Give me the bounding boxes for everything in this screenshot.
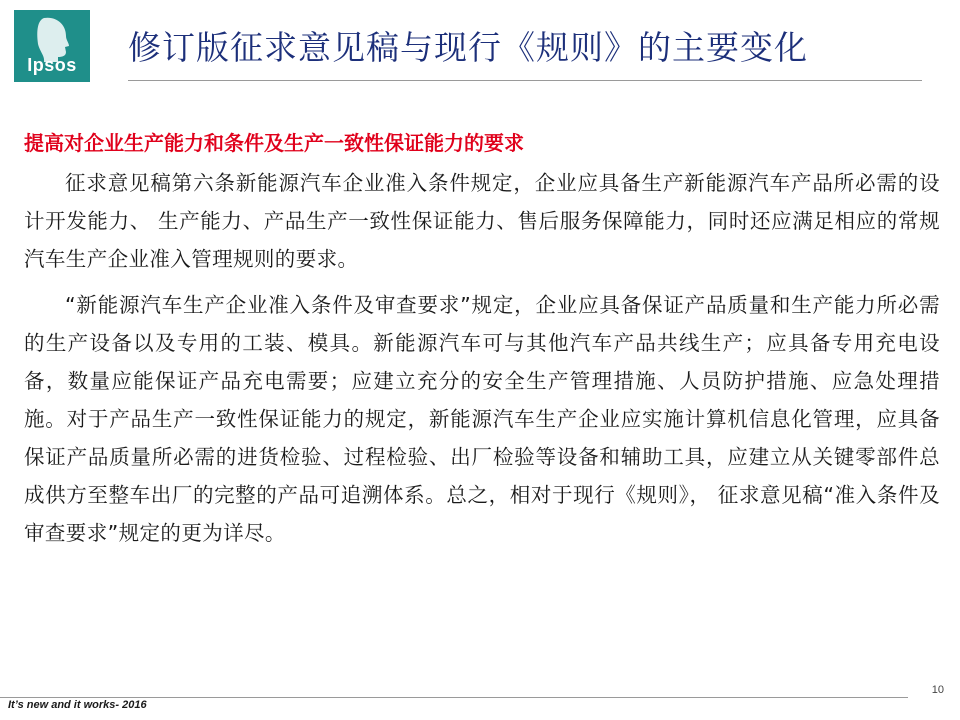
body-paragraph-1: 征求意见稿第六条新能源汽车企业准入条件规定，企业应具备生产新能源汽车产品所必需的设计开发能力、 生产能力、产品生产一致性保证能力、售后服务保障能力，同时还应满足相应的常规汽车生产企业准入管理规则的要求。 [24, 171, 940, 271]
title-divider [128, 80, 922, 81]
footer-tagline: It’s new and it works- 2016 [8, 699, 147, 711]
slide-body [24, 126, 940, 560]
ipsos-logo [14, 10, 90, 82]
page-title: 修订版征求意见稿与现行《规则》的主要变化 [128, 28, 808, 67]
footer-divider [0, 697, 908, 698]
page-number: 10 [931, 684, 944, 696]
body-paragraph-2: “新能源汽车生产企业准入条件及审查要求”规定，企业应具备保证产品质量和生产能力所必需的生产设备以及专用的工装、模具。新能源汽车可与其他汽车产品共线生产；应具备专用充电设备，数量应能保证产品充电需要；应建立充分的安全生产管理措施、人员防护措施、应急处理措施。对于产品生产一致性保证能力的规定，新能源汽车生产企业应实施计算机信息化管理，应具备保证产品质量所必需的进货检验、过程检验、出厂检验等设备和辅助工具，应建立从关键零部件总成供方至整车出厂的完整的产品可追溯体系。总之，相对于现行《规则》， 征求意见稿“准入条件及审查要求”规定的更为详尽。 [24, 293, 940, 545]
logo-text: Ipsos [27, 55, 77, 75]
section-heading: 提高对企业生产能力和条件及生产一致性保证能力的要求 [24, 131, 524, 155]
